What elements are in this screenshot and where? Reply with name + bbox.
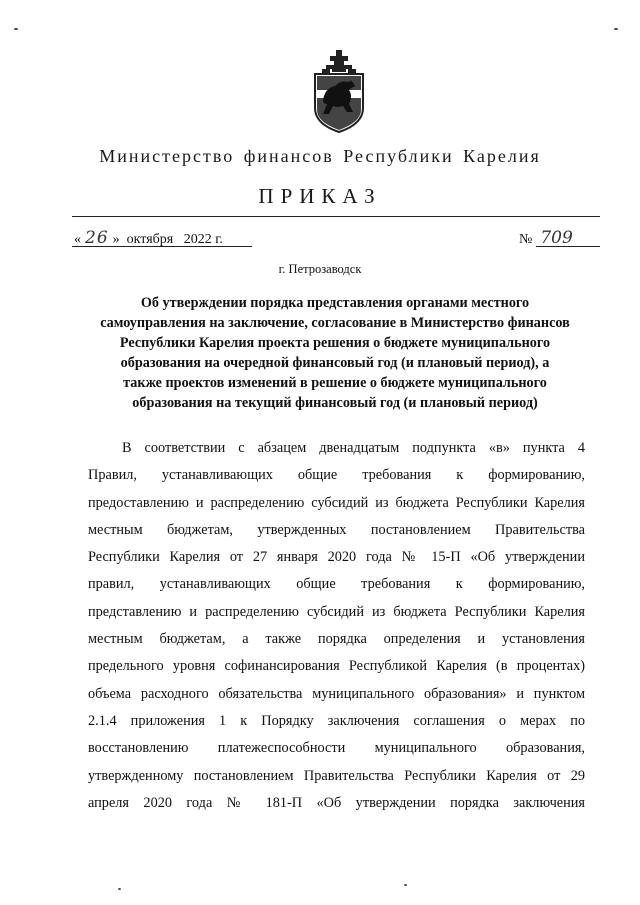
scan-speck xyxy=(14,28,18,30)
title-line: Об утверждении порядка представления органами местного xyxy=(140,295,530,311)
body-line: апреля 2020 года № 181-П «Об утверждении порядка заключения xyxy=(88,794,585,811)
ministry-name: Министерство финансов Республики Карелия xyxy=(99,146,541,166)
date-underline xyxy=(72,246,252,247)
title-line: самоуправления на заключение, согласование в Министерство финансов xyxy=(100,315,570,331)
body-line: представлению и распределению субсидий из бюджета Республики Карелия xyxy=(88,603,585,620)
document-type: ПРИКАЗ xyxy=(258,184,382,208)
title-line: образования на текущий финансовый год (и плановый период) xyxy=(132,395,538,411)
header-divider xyxy=(72,216,600,217)
number-underline xyxy=(536,246,600,247)
body-line: предоставлению и распределению субсидий из бюджета Республики Карелия xyxy=(88,494,585,511)
city-name: г. Петрозаводск xyxy=(278,262,362,276)
order-body xyxy=(88,435,585,817)
scan-speck xyxy=(614,28,618,30)
body-line: местным бюджетам, а также порядка определения и установления xyxy=(88,631,585,648)
body-line: предельного уровня софинансирования Республикой Карелия (в процентах) xyxy=(88,658,585,675)
date-year: 2022 г. xyxy=(183,232,223,247)
date-month: октября xyxy=(126,232,174,247)
body-line: Правил, устанавливающих общие требования к формированию, xyxy=(88,467,585,484)
scan-speck xyxy=(118,888,121,890)
body-line: В соответствии с абзацем двенадцатым подпункта «в» пункта 4 xyxy=(122,440,585,456)
date-quote-close: » xyxy=(112,232,120,247)
order-date xyxy=(74,228,223,248)
number-value: 709 xyxy=(540,228,573,248)
scan-speck xyxy=(404,884,407,886)
order-title xyxy=(80,293,590,413)
title-line: также проектов изменений в решение о бюджете муниципального xyxy=(123,375,547,391)
body-line: правил, устанавливающих общие требования к формированию, xyxy=(88,576,585,593)
title-line: Республики Карелия проекта решения о бюджете муниципального xyxy=(119,335,551,351)
coat-of-arms-emblem xyxy=(307,50,371,134)
body-line: утвержденному постановлением Правительства Республики Карелия от 29 xyxy=(88,767,585,784)
number-sign: № xyxy=(519,232,533,247)
title-line: образования на очередной финансовый год (и плановый период), а xyxy=(120,355,550,371)
body-line: объема расходного обязательства муниципального образования» и пунктом xyxy=(88,685,585,702)
body-line: восстановлению платежеспособности муниципального образования, xyxy=(88,740,585,757)
body-line: местным бюджетам, утвержденных постановлением Правительства xyxy=(88,521,585,538)
body-line: 2.1.4 приложения 1 к Порядку заключения соглашения о мерах по xyxy=(88,712,585,729)
date-quote-open: « xyxy=(74,232,81,247)
order-number xyxy=(519,228,573,248)
date-day: 26 xyxy=(85,228,109,248)
body-line: Республики Карелия от 27 января 2020 года № 15-П «Об утверждении xyxy=(88,549,585,566)
